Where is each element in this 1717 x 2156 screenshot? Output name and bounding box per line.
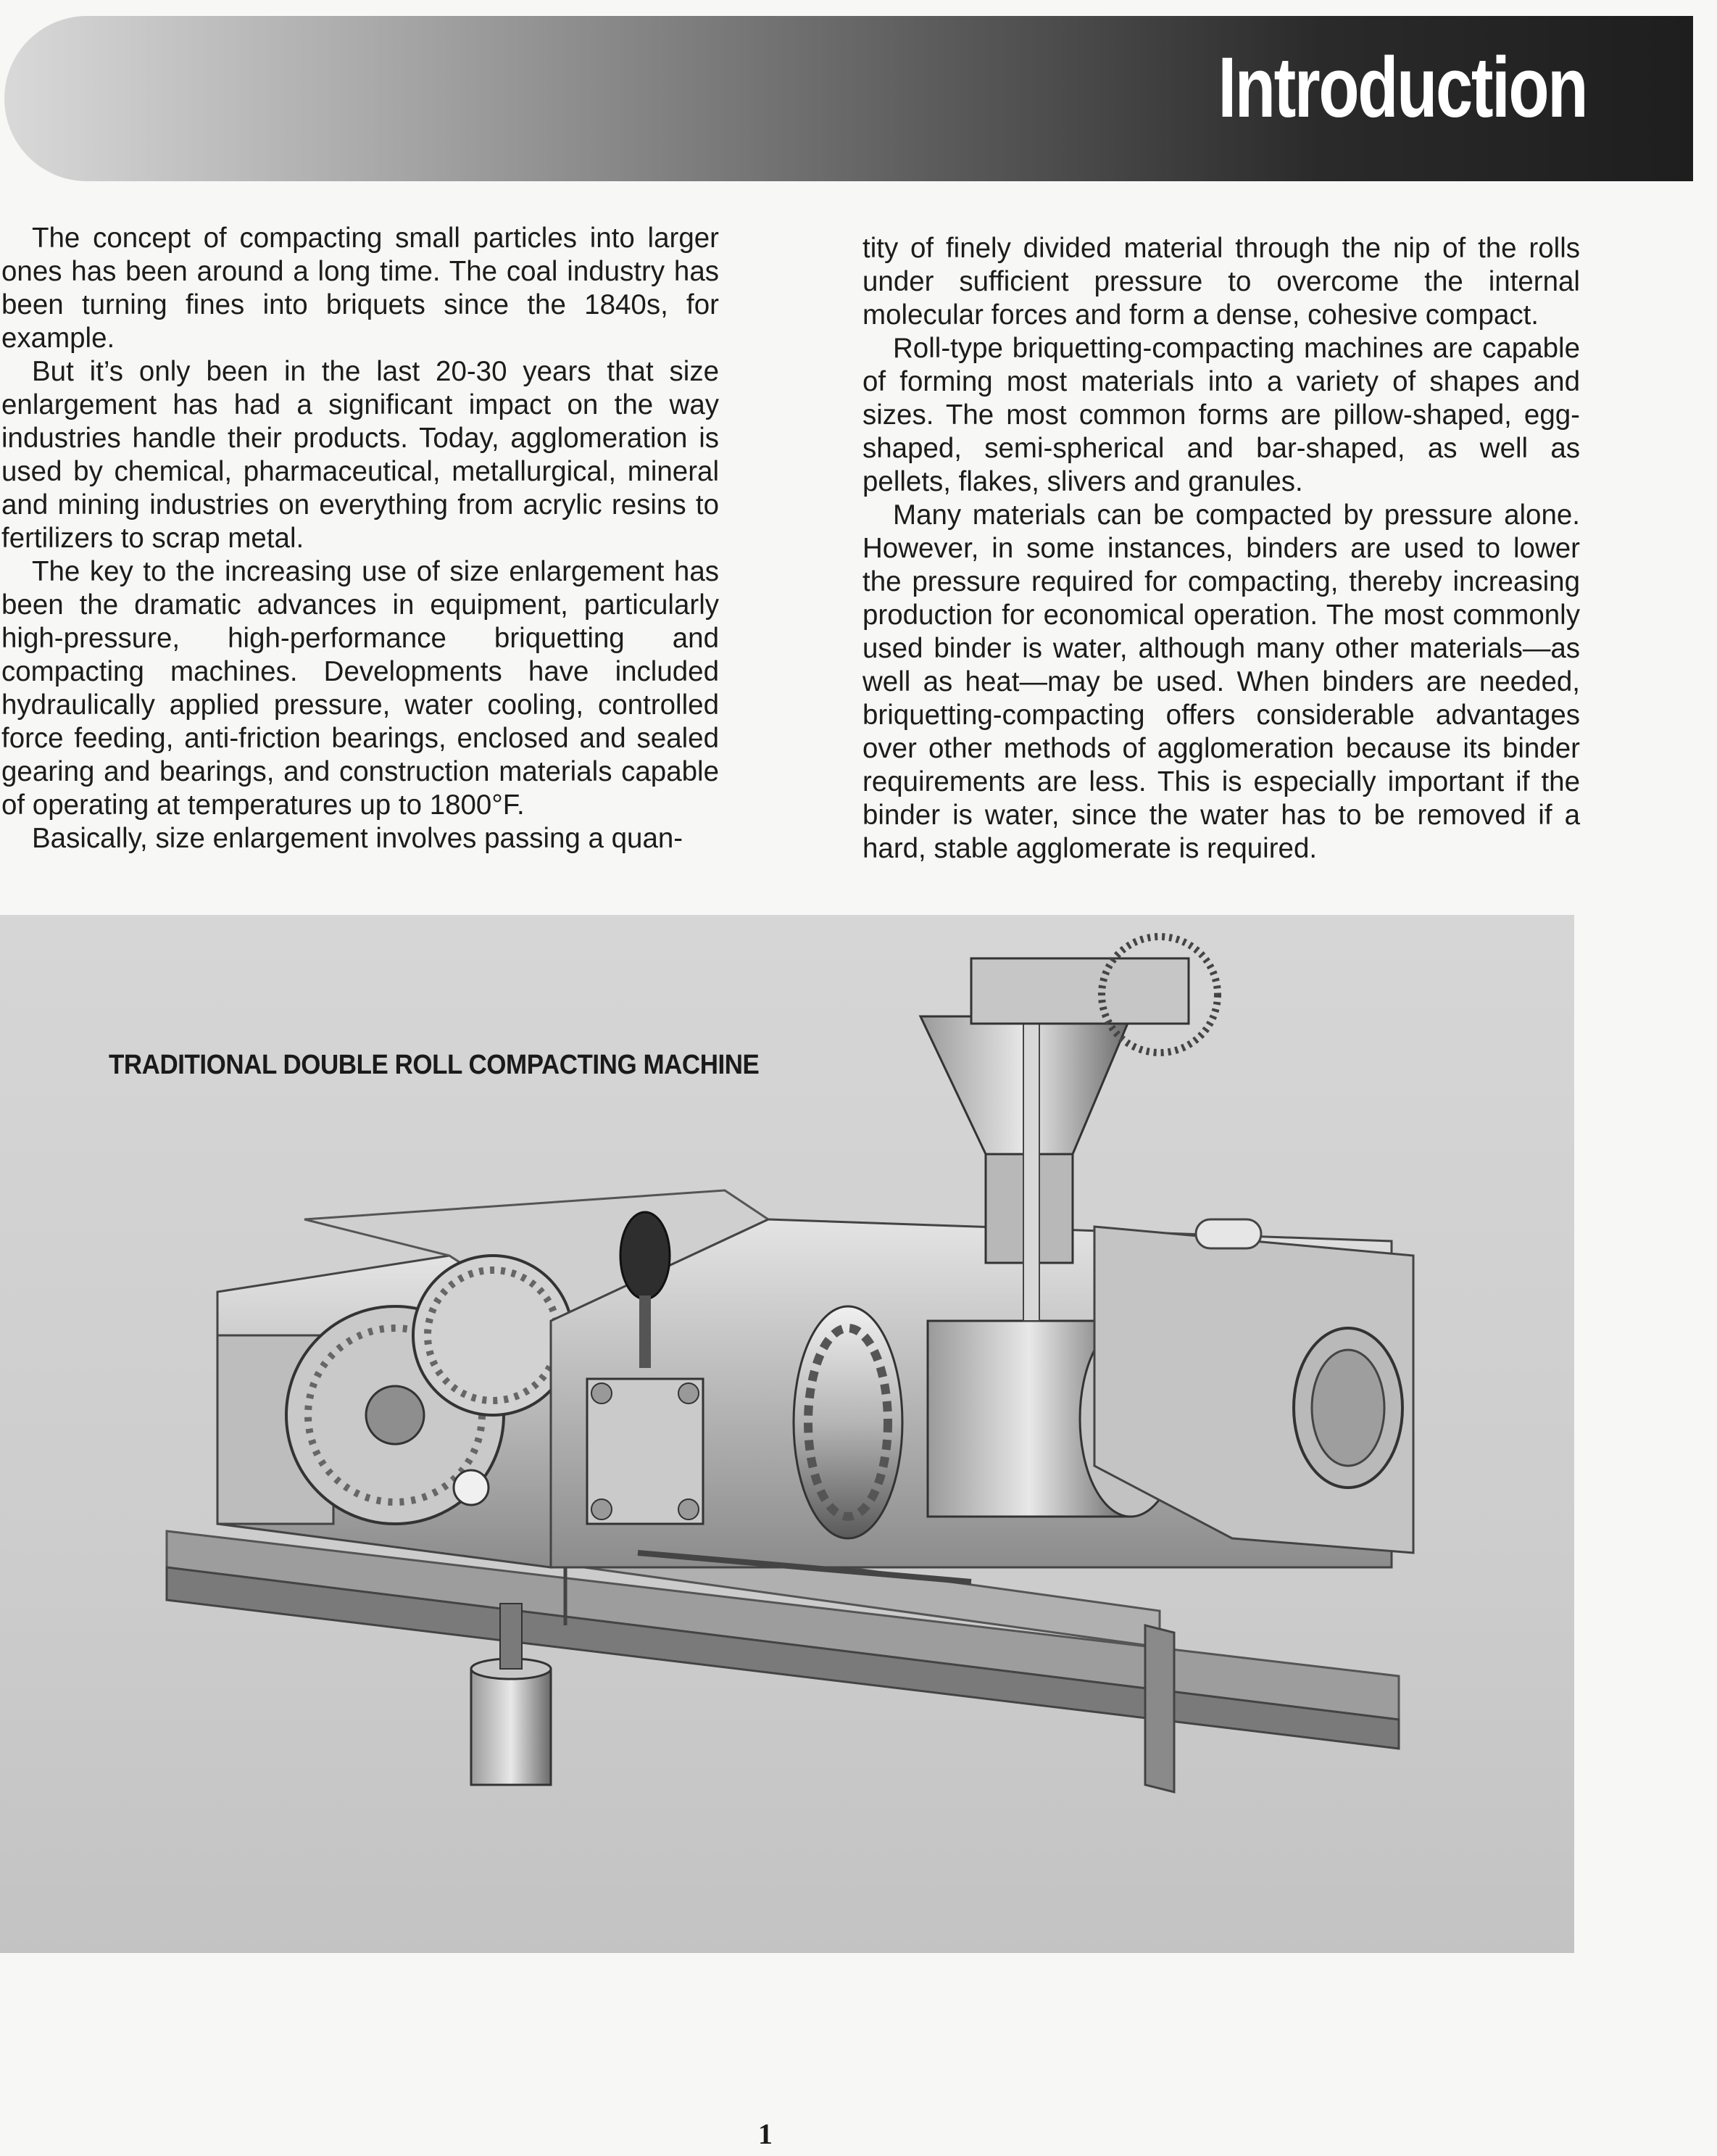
- right-text-column: [862, 232, 1580, 866]
- paragraph: Many materials can be compacted by pressure alone. However, in some instances, binders are used to lower the pressure required for compacting, thereby increasing production for economical operation. The most commonly used binder is water, although many other materials—as well as heat—may be used. When binders are needed, briquetting-compacting offers considerable advantages over other methods of agglomeration because its binder requirements are less. This is especially important if the binder is water, since the water has to be removed if a hard, stable agglomerate is required.: [862, 499, 1580, 864]
- page-number: 1: [758, 2118, 773, 2150]
- paragraph: The concept of compacting small particles into larger ones has been around a long time. The coal industry has been turning fines into briquets since the 1840s, for example.: [1, 223, 719, 354]
- paragraph: But it’s only been in the last 20-30 years that size enlargement has had a significant impact on the way industries handle their products. Today, agglomeration is used by chemical, pharmaceutical, metallurgical, mineral and mining industries on everything from acrylic resins to fertilizers to scrap metal.: [1, 356, 719, 554]
- paragraph: The key to the increasing use of size enlargement has been the dramatic advances in equipment, particularly high-pressure, high-performance briquetting and compacting machines. Developments have included hydraulically applied pressure, water cooling, controlled force feeding, anti-friction bearings, enclosed and sealed gearing and bearings, and construction materials capable of operating at temperatures up to 1800°F.: [1, 556, 719, 821]
- machine-illustration: [0, 915, 1574, 1953]
- figure-caption: TRADITIONAL DOUBLE ROLL COMPACTING MACHINE: [109, 1050, 760, 1080]
- page-title: Introduction: [1218, 40, 1587, 136]
- paragraph: Roll-type briquetting-compacting machines are capable of forming most materials into a variety of shapes and sizes. The most common forms are pillow-shaped, egg-shaped, semi-spherical and bar-shaped, as well as pellets, flakes, slivers and granules.: [862, 333, 1580, 497]
- paragraph: Basically, size enlargement involves passing a quan-: [32, 823, 683, 854]
- left-text-column: [1, 222, 719, 855]
- paragraph: tity of finely divided material through the nip of the rolls under sufficient pressure to overcome the internal molecular forces and form a dense, cohesive compact.: [862, 233, 1580, 331]
